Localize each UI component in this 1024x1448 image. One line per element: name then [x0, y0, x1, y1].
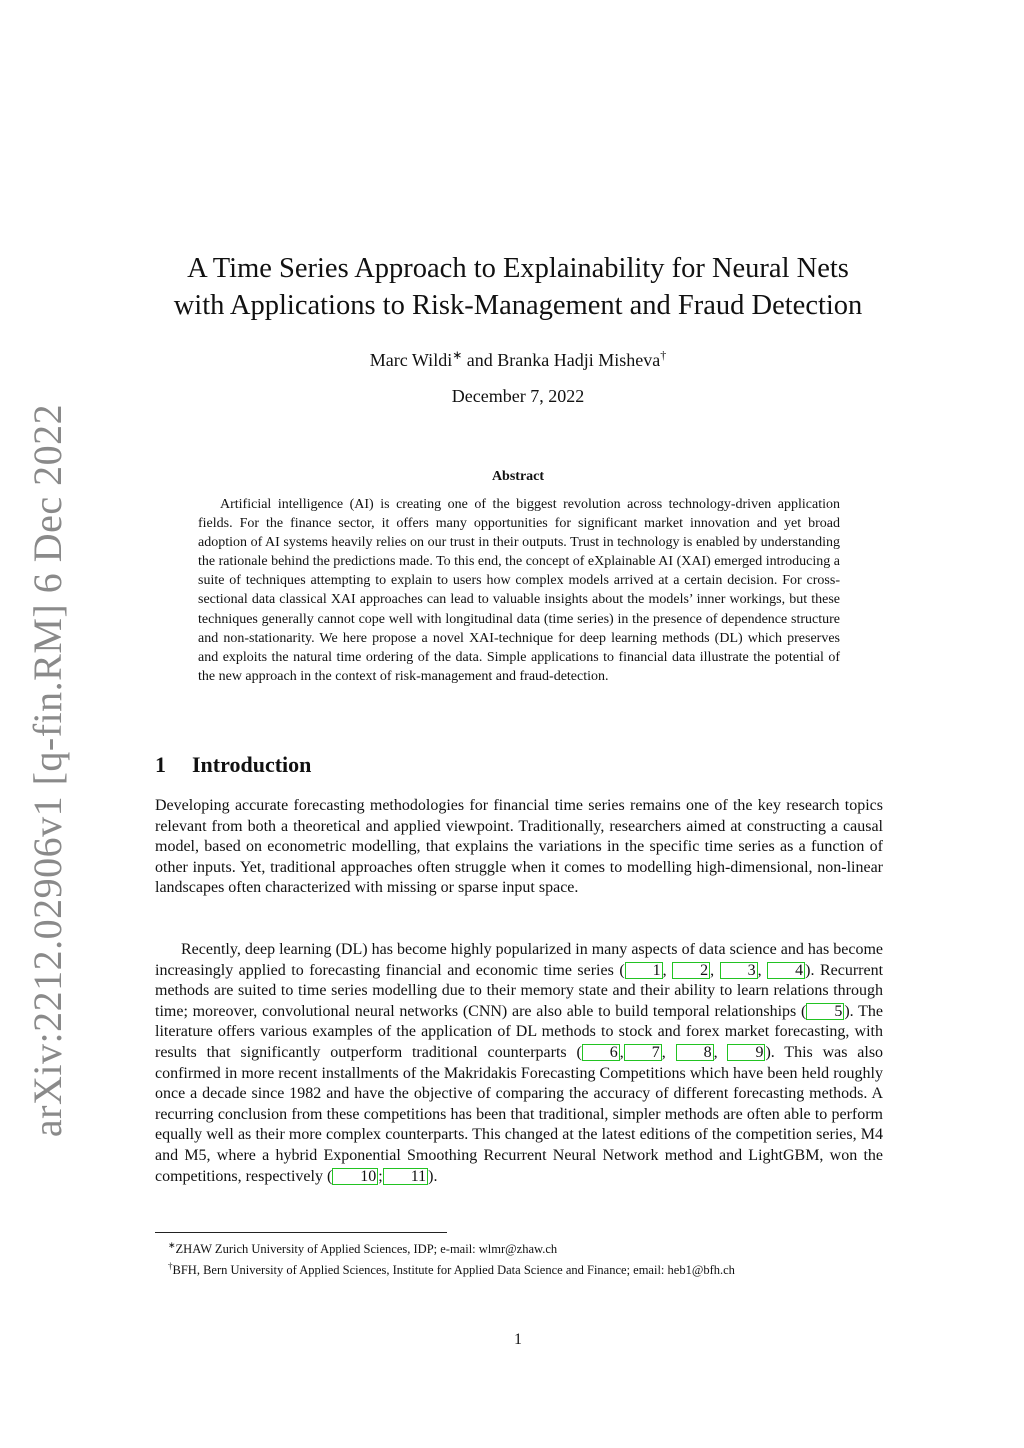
citation-link[interactable]: 10: [332, 1168, 378, 1185]
paper-title: [130, 250, 906, 324]
citation-link[interactable]: 4: [767, 962, 805, 979]
footnote-text: ZHAW Zurich University of Applied Sciences, IDP; e-mail: wlmr@zhaw.ch: [175, 1242, 558, 1257]
arxiv-sidebar: [18, 403, 78, 1137]
citation-link[interactable]: 8: [676, 1044, 714, 1061]
footnotes: [155, 1237, 895, 1279]
citation-link[interactable]: 7: [624, 1044, 662, 1061]
footnote-mark[interactable]: †: [660, 348, 667, 362]
paragraph-text: ). Recurrent methods are suited to time series modelling due to their memory state and their ability to learn relations through time; moreover, convolutional neural networks (CNN) are also able to build temporal relationships (: [155, 961, 884, 1020]
citation-separator: ,: [662, 961, 673, 979]
section-heading: [155, 752, 311, 778]
footnote-mark: †: [168, 1261, 173, 1272]
citation-link[interactable]: 5: [806, 1003, 844, 1020]
citation-separator: ,: [661, 1043, 676, 1061]
footnote-mark[interactable]: ∗: [452, 348, 463, 362]
citation-separator: ,: [710, 961, 720, 979]
citation-link[interactable]: 9: [727, 1044, 765, 1061]
page-number: 1: [514, 1331, 522, 1348]
intro-paragraph-2: [155, 940, 883, 1187]
citation-link[interactable]: 1: [625, 962, 663, 979]
citation-link[interactable]: 6: [582, 1044, 620, 1061]
abstract-heading: Abstract: [491, 469, 545, 484]
footnote-1: [155, 1237, 895, 1258]
author-name: Marc Wildi: [369, 350, 453, 370]
paragraph-text: ).: [428, 1167, 438, 1185]
section-title: Introduction: [192, 752, 312, 777]
paragraph-text: ). This was also confirmed in more recent installments of the Makridakis Forecasting Competitions which have been held roughly once a decade since 1982 and have the objective of comparing the accuracy of different forecasting methods. A recurring conclusion from these competitions has been that traditional, simpler methods are often able to perform equally well as their more complex counterparts. This changed at the latest editions of the competition series, M4 and M5, where a hybrid Exponential Smoothing Recurrent Neural Network method and LightGBM, won the competitions, respectively (: [155, 1043, 884, 1185]
title-line-2: with Applications to Risk-Management and Fraud Detection: [173, 290, 863, 321]
section-number: 1: [155, 752, 166, 777]
citation-separator: ,: [757, 961, 768, 979]
author-connector: and: [462, 350, 498, 370]
publication-date: December 7, 2022: [451, 386, 585, 406]
intro-paragraph-1: Developing accurate forecasting methodologies for financial time series remains one of the key research topics relevant from both a theoretical and applied viewpoint. Traditionally, researchers aimed at constructing a causal model, based on econometric modelling, that explains the variations in the specific time series as a function of other inputs. Yet, traditional approaches often struggle when it comes to modelling high-dimensional, non-linear landscapes often characterized with missing or sparse input space.: [155, 797, 883, 897]
footnote-text: BFH, Bern University of Applied Sciences, Institute for Applied Data Science and Finance; email: heb1@bfh.ch: [172, 1263, 735, 1278]
citation-link[interactable]: 3: [720, 962, 758, 979]
author-list: [130, 343, 906, 372]
footnote-rule: [155, 1232, 447, 1233]
arxiv-identifier: arXiv:2212.02906v1 [q-fin.RM] 6 Dec 2022: [25, 403, 71, 1137]
author-name: Branka Hadji Misheva: [497, 350, 661, 370]
citation-separator: ,: [713, 1043, 728, 1061]
footnote-2: [155, 1258, 895, 1279]
citation-separator: ;: [378, 1167, 383, 1185]
title-line-1: A Time Series Approach to Explainability for Neural Nets: [187, 253, 849, 284]
paragraph-text: ). The literature offers various examples of the application of DL methods to stock and forex market forecasting, with results that significantly outperform traditional counterparts (: [155, 1002, 883, 1061]
citation-separator: ,: [619, 1043, 624, 1061]
paragraph-text: Recently, deep learning (DL) has become highly popularized in many aspects of data science and has become increasingly applied to forecasting financial and economic time series (: [155, 941, 883, 979]
citation-link[interactable]: 11: [383, 1168, 428, 1185]
footnote-mark: ∗: [168, 1240, 176, 1250]
citation-link[interactable]: 2: [672, 962, 710, 979]
abstract-text: Artificial intelligence (AI) is creating one of the biggest revolution across technology-driven application fields. For the finance sector, it offers many opportunities for significant market innovation and yet broad adoption of AI systems heavily relies on our trust in their outputs. Trust in technology is enabled by understanding the rationale behind the predictions made. To this end, the concept of eXplainable AI (XAI) emerged introducing a suite of techniques attempting to explain to users how complex models arrived at a certain decision. For cross-sectional data classical XAI approaches can lead to valuable insights about the models’ inner workings, but these techniques generally cannot cope well with longitudinal data (time series) in the presence of dependence structure and non-stationarity. We here propose a novel XAI-technique for deep learning methods (DL) which preserves and exploits the natural time ordering of the data. Simple applications to financial data illustrate the potential of the new approach in the context of risk-management and fraud-detection.: [198, 497, 840, 684]
